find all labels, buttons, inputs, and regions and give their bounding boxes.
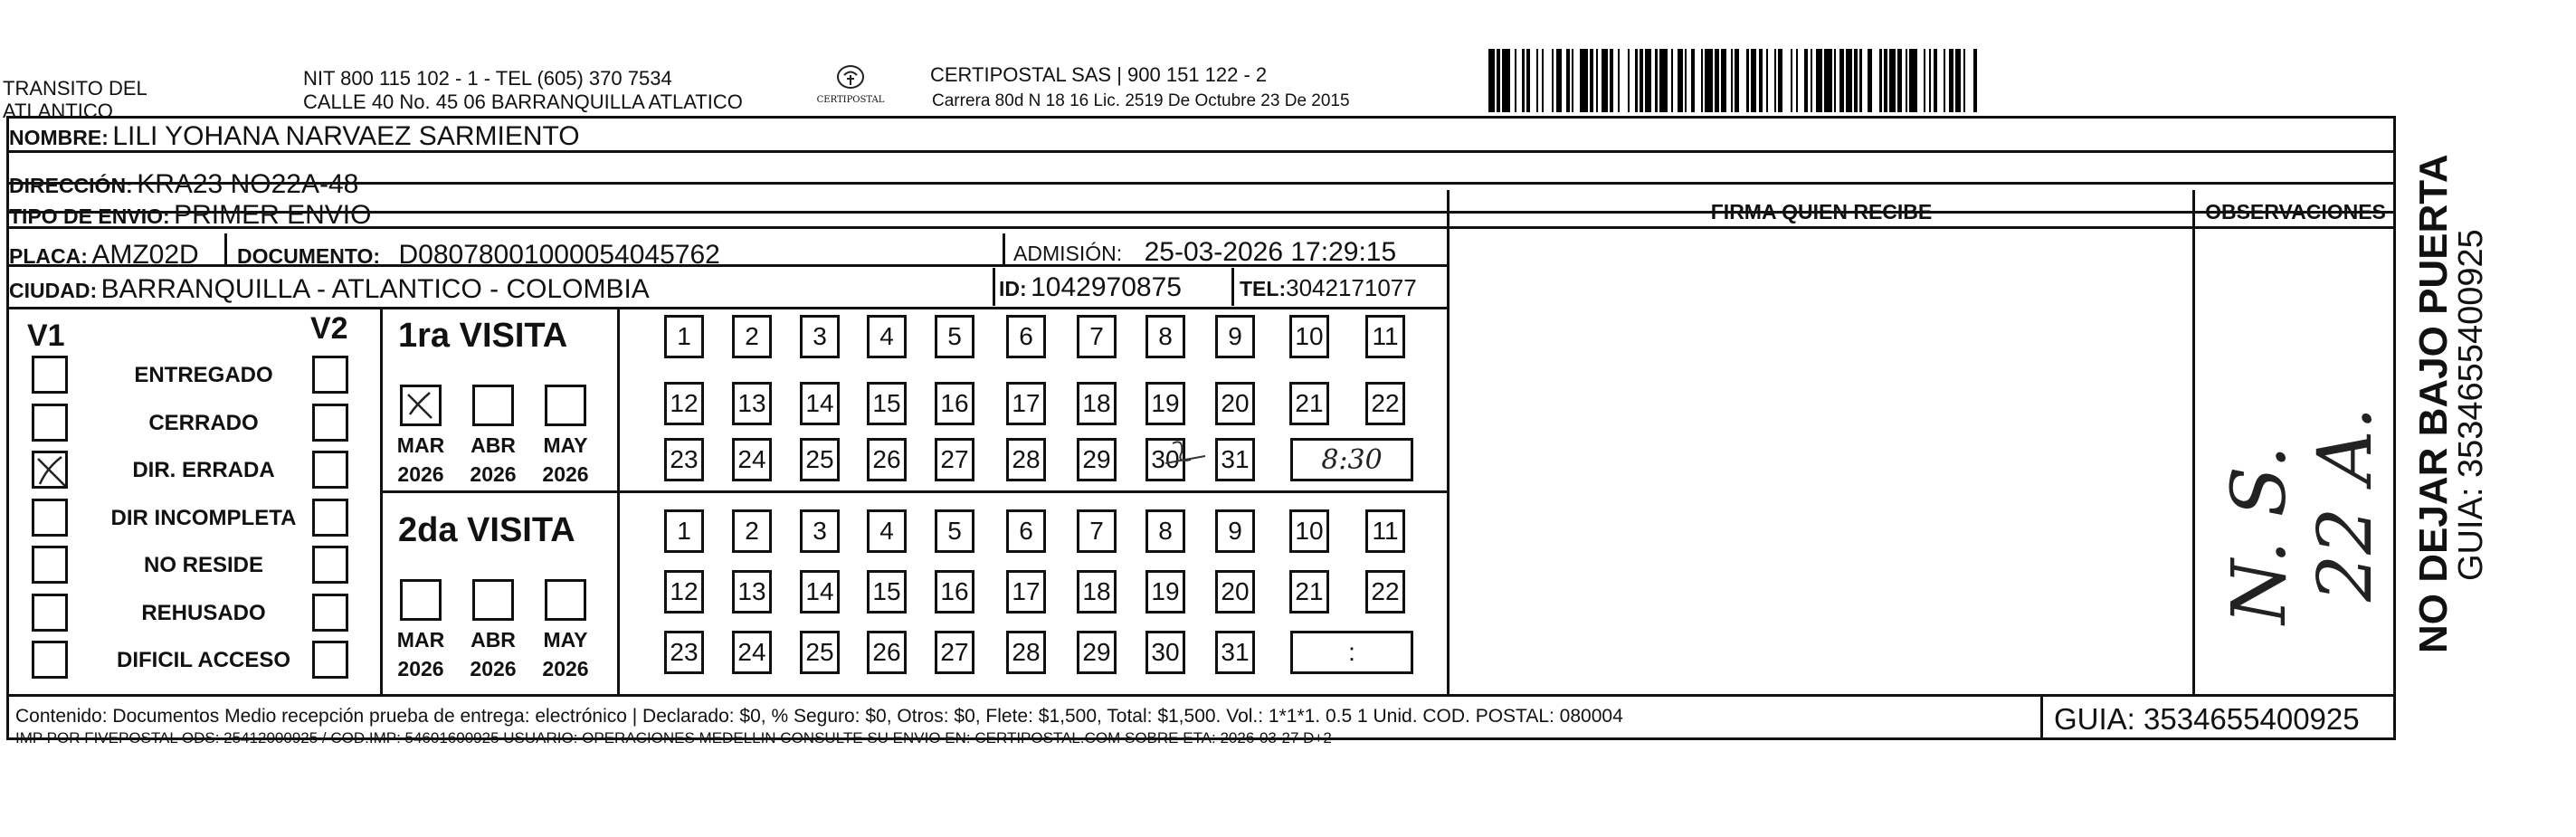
second-visit-day-box[interactable]: 21 [1289, 570, 1329, 613]
observaciones-handwritten-line2: 22 A. [2303, 406, 2389, 602]
second-visit-day-box[interactable]: 31 [1215, 631, 1255, 674]
second-visit-day-box[interactable]: 25 [800, 631, 840, 674]
id-label: ID: [999, 277, 1027, 300]
barcode-bar [1937, 49, 1944, 112]
row-ciudad [9, 274, 650, 305]
direccion-value: KRA23 NO22A-48 [137, 169, 359, 199]
barcode-bar [1889, 49, 1896, 112]
tipo-envio-label: TIPO DE ENVIO: [9, 204, 170, 228]
barcode-bar [1630, 49, 1636, 112]
v1-checkbox[interactable] [32, 594, 68, 632]
barcode-bar [1695, 49, 1701, 112]
nombre-value: LILI YOHANA NARVAEZ SARMIENTO [112, 121, 580, 151]
v1-label: V1 [27, 319, 65, 353]
first-visit-day-box[interactable]: 5 [935, 315, 974, 358]
first-visit-day-box[interactable]: 30 [1145, 438, 1185, 481]
second-visit-time-placeholder: : [1348, 638, 1355, 666]
status-label: CERRADO [148, 410, 259, 435]
barcode-bar [1516, 49, 1523, 112]
direccion-label: DIRECCIÓN: [9, 174, 133, 197]
first-visit-day-box[interactable]: 19 [1145, 382, 1185, 425]
first-visit-day-box[interactable]: 25 [800, 438, 840, 481]
second-visit-day-box[interactable]: 17 [1006, 570, 1046, 613]
first-visit-time-handwritten: 8:30 [1321, 443, 1383, 476]
row-tel [1240, 274, 1417, 302]
second-visit-day-box[interactable]: 16 [935, 570, 974, 613]
second-visit-day-box[interactable]: 30 [1145, 631, 1185, 674]
month-label [461, 431, 525, 489]
first-visit-day-box[interactable]: 2 [732, 315, 772, 358]
month-label [389, 431, 452, 489]
second-visit-day-box[interactable]: 9 [1215, 509, 1255, 553]
barcode-bar [1721, 49, 1727, 112]
second-visit-day-box[interactable]: 8 [1145, 509, 1185, 553]
second-visit-day-box[interactable]: 11 [1365, 509, 1405, 553]
status-label: DIR. ERRADA [132, 458, 275, 482]
observaciones-handwritten-line1: N. S. [2217, 445, 2303, 624]
first-visit-day-box[interactable]: 28 [1006, 438, 1046, 481]
month-label [534, 625, 597, 683]
first-visit-day-box[interactable]: 6 [1006, 315, 1046, 358]
first-visit-day-box[interactable]: 29 [1077, 438, 1117, 481]
second-visit-title: 2da VISITA [398, 511, 575, 549]
second-visit-time-box[interactable] [1290, 631, 1413, 674]
barcode-bar [1620, 49, 1628, 112]
second-visit-day-box[interactable]: 23 [664, 631, 704, 674]
row-placa [9, 240, 215, 271]
barcode-bar [1977, 49, 1979, 112]
first-visit-day-box[interactable]: 27 [935, 438, 974, 481]
month-year: 2026 [542, 657, 589, 680]
company-address: CALLE 40 No. 45 06 BARRANQUILLA ATLATICO [303, 90, 743, 113]
v2-checkbox[interactable] [312, 641, 348, 679]
barcode-bar [1965, 49, 1973, 112]
status-label: DIFICIL ACCESO [116, 648, 290, 672]
month-label [389, 625, 452, 683]
v1-checkbox[interactable] [32, 451, 68, 489]
month-checkbox[interactable] [472, 579, 514, 621]
carrier-license: Carrera 80d N 18 16 Lic. 2519 De Octubre 23 De 2015 [932, 91, 1350, 110]
month-name: MAY [543, 433, 588, 457]
first-visit-title: 1ra VISITA [398, 317, 568, 355]
placa-label: PLACA: [9, 244, 88, 268]
month-name: MAR [396, 433, 445, 457]
status-label: ENTREGADO [134, 363, 273, 387]
second-visit-day-box[interactable]: 15 [867, 570, 907, 613]
second-visit-day-box[interactable]: 13 [732, 570, 772, 613]
observaciones-header: OBSERVACIONES [2205, 200, 2386, 224]
month-checkbox[interactable] [472, 385, 514, 426]
barcode-bar [1488, 49, 1495, 112]
v2-checkbox[interactable] [312, 546, 348, 584]
first-visit-day-box[interactable]: 22 [1365, 382, 1405, 425]
company-name-line1: TRANSITO DEL [3, 77, 147, 100]
v1-checkbox[interactable] [32, 546, 68, 584]
month-name: ABR [471, 433, 516, 457]
barcode-bar [1846, 49, 1852, 112]
day-30-strike-mark [1160, 436, 1211, 481]
month-year: 2026 [470, 462, 517, 486]
first-visit-day-box[interactable]: 1 [664, 315, 704, 358]
barcode-bar [1862, 49, 1868, 112]
company-nit: NIT 800 115 102 - 1 - TEL (605) 370 7534 [303, 67, 672, 90]
status-label: REHUSADO [141, 600, 266, 625]
row-admision [1013, 237, 1396, 268]
second-visit-day-box[interactable]: 12 [664, 570, 704, 613]
status-label: NO RESIDE [143, 553, 264, 577]
first-visit-day-box[interactable]: 16 [935, 382, 974, 425]
nombre-label: NOMBRE: [9, 126, 109, 149]
second-visit-day-box[interactable]: 20 [1215, 570, 1255, 613]
footer-guia: GUIA: 3534655400925 [2054, 702, 2360, 736]
barcode-bar [1556, 49, 1563, 112]
second-visit-day-box[interactable]: 19 [1145, 570, 1185, 613]
barcode-bar [1782, 49, 1791, 112]
v2-checkbox[interactable] [312, 404, 348, 442]
first-visit-day-box[interactable]: 8 [1145, 315, 1185, 358]
first-visit-day-box[interactable]: 3 [800, 315, 840, 358]
barcode-bar [1955, 49, 1962, 112]
v1-checkbox[interactable] [32, 499, 68, 537]
second-visit-day-box[interactable]: 27 [935, 631, 974, 674]
placa-value: AMZ02D [91, 240, 199, 270]
barcode-bar [1602, 49, 1608, 112]
v2-checkbox[interactable] [312, 499, 348, 537]
admision-value: 25-03-2026 17:29:15 [1144, 237, 1397, 267]
row-direccion [9, 169, 358, 200]
checkmark-icon [34, 453, 71, 490]
company-name-line2: ATLANTICO [3, 100, 113, 122]
tel-value: 3042171077 [1286, 274, 1417, 301]
row-nombre [9, 121, 580, 152]
first-visit-day-box[interactable]: 17 [1006, 382, 1046, 425]
tel-label: TEL: [1240, 277, 1287, 300]
first-visit-day-box[interactable]: 31 [1215, 438, 1255, 481]
first-visit-day-box[interactable]: 7 [1077, 315, 1117, 358]
barcode-bar [1580, 49, 1588, 112]
month-year: 2026 [470, 657, 517, 680]
barcode-bar [1544, 49, 1552, 112]
barcode-bar [1530, 49, 1536, 112]
month-name: ABR [471, 628, 516, 652]
admision-label: ADMISIÓN: [1013, 242, 1123, 265]
carrier-name: CERTIPOSTAL SAS | 900 151 122 - 2 [930, 63, 1268, 86]
certipostal-logo-text: CERTIPOSTAL [816, 95, 885, 105]
first-visit-day-box[interactable]: 4 [867, 315, 907, 358]
first-visit-day-box[interactable]: 10 [1289, 315, 1329, 358]
first-visit-time-box[interactable] [1290, 438, 1413, 481]
barcode-bar [1816, 49, 1822, 112]
side-guia: GUIA: 3534655400925 [2452, 229, 2490, 581]
first-visit-day-box[interactable]: 11 [1365, 315, 1405, 358]
second-visit-day-box[interactable]: 29 [1077, 631, 1117, 674]
second-visit-day-box[interactable]: 26 [867, 631, 907, 674]
barcode [1488, 49, 2221, 112]
certipostal-logo-icon [835, 63, 866, 90]
second-visit-day-box[interactable]: 14 [800, 570, 840, 613]
first-visit-day-box[interactable]: 21 [1289, 382, 1329, 425]
second-visit-day-box[interactable]: 6 [1006, 509, 1046, 553]
second-visit-day-box[interactable]: 24 [732, 631, 772, 674]
barcode-bar [1798, 49, 1804, 112]
documento-value: D0807800100005404576​2 [398, 240, 720, 270]
month-year: 2026 [397, 462, 444, 486]
v2-checkbox[interactable] [312, 356, 348, 394]
tipo-envio-value: PRIMER ENVIO [174, 200, 372, 230]
second-visit-day-box[interactable]: 4 [867, 509, 907, 553]
month-name: MAR [396, 628, 445, 652]
first-visit-day-box[interactable]: 20 [1215, 382, 1255, 425]
certipostal-logo [810, 63, 891, 110]
barcode-bar [1824, 49, 1832, 112]
footer-contenido: Contenido: Documentos Medio recepción prueba de entrega: electrónico | Declarado: $0, % Seguro: $0, Otros: $0, Flete: $1,500, Total: $1,500. Vol.: 1*1*1. 0.5 1 Unid. COD. POSTAL: 080004 [15, 706, 1623, 727]
barcode-bar [1917, 49, 1924, 112]
second-visit-day-box[interactable]: 1 [664, 509, 704, 553]
first-visit-day-box[interactable]: 24 [732, 438, 772, 481]
v1-checkbox[interactable] [32, 356, 68, 394]
barcode-bar [1768, 49, 1774, 112]
side-warning: NO DEJAR BAJO PUERTA [2411, 154, 2456, 653]
first-visit-day-box[interactable]: 9 [1215, 315, 1255, 358]
first-visit-day-box[interactable]: 12 [664, 382, 704, 425]
month-checkbox[interactable] [400, 579, 442, 621]
row-documento [237, 240, 720, 271]
firma-header: FIRMA QUIEN RECIBE [1710, 200, 1933, 224]
month-name: MAY [543, 628, 588, 652]
month-checkbox[interactable] [400, 385, 442, 426]
first-visit-day-box[interactable]: 26 [867, 438, 907, 481]
barcode-bar [1909, 49, 1917, 112]
v1-checkbox[interactable] [32, 404, 68, 442]
month-checkbox[interactable] [545, 385, 586, 426]
v2-checkbox[interactable] [312, 594, 348, 632]
documento-label: DOCUMENTO: [237, 244, 381, 268]
v1-checkbox[interactable] [32, 641, 68, 679]
barcode-bar [1705, 49, 1713, 112]
first-visit-day-box[interactable]: 23 [664, 438, 704, 481]
barcode-bar [1739, 49, 1747, 112]
barcode-bar [1659, 49, 1668, 112]
barcode-bar [1502, 49, 1510, 112]
second-visit-day-box[interactable]: 10 [1289, 509, 1329, 553]
second-visit-day-box[interactable]: 22 [1365, 570, 1405, 613]
barcode-bar [1645, 49, 1651, 112]
month-label [461, 625, 525, 683]
month-checkbox[interactable] [545, 579, 586, 621]
id-value: 1042970875 [1031, 272, 1182, 302]
month-year: 2026 [397, 657, 444, 680]
second-visit-day-box[interactable]: 3 [800, 509, 840, 553]
ciudad-value: BARRANQUILLA - ATLANTICO - COLOMBIA [100, 274, 650, 304]
footer-imp-line: IMP POR FIVEPOSTAL ODS: 25412000925 / COD.IMP: 54601600925 USUARIO: OPERACIONES MEDELLIN CONSULTE SU ENVIO EN: CERTIPOSTAL.COM SOBRE ETA: 2026-03-27 D+2 [15, 729, 1332, 747]
second-visit-day-box[interactable]: 18 [1077, 570, 1117, 613]
second-visit-day-box[interactable]: 2 [732, 509, 772, 553]
second-visit-day-box[interactable]: 28 [1006, 631, 1046, 674]
second-visit-day-box[interactable]: 5 [935, 509, 974, 553]
first-visit-day-box[interactable]: 15 [867, 382, 907, 425]
first-visit-day-box[interactable]: 18 [1077, 382, 1117, 425]
row-tipo-envio [9, 200, 371, 231]
month-year: 2026 [542, 462, 589, 486]
v2-label: V2 [310, 311, 348, 346]
second-visit-day-box[interactable]: 7 [1077, 509, 1117, 553]
ciudad-label: CIUDAD: [9, 279, 98, 302]
barcode-bar [1872, 49, 1880, 112]
barcode-bar [1751, 49, 1757, 112]
v2-checkbox[interactable] [312, 451, 348, 489]
status-label: DIR INCOMPLETA [110, 505, 297, 530]
checkmark-icon [403, 387, 439, 423]
first-visit-day-box[interactable]: 13 [732, 382, 772, 425]
row-id [999, 272, 1182, 303]
barcode-bar [1573, 49, 1580, 112]
first-visit-day-box[interactable]: 14 [800, 382, 840, 425]
month-label [534, 431, 597, 489]
barcode-bar [1678, 49, 1684, 112]
